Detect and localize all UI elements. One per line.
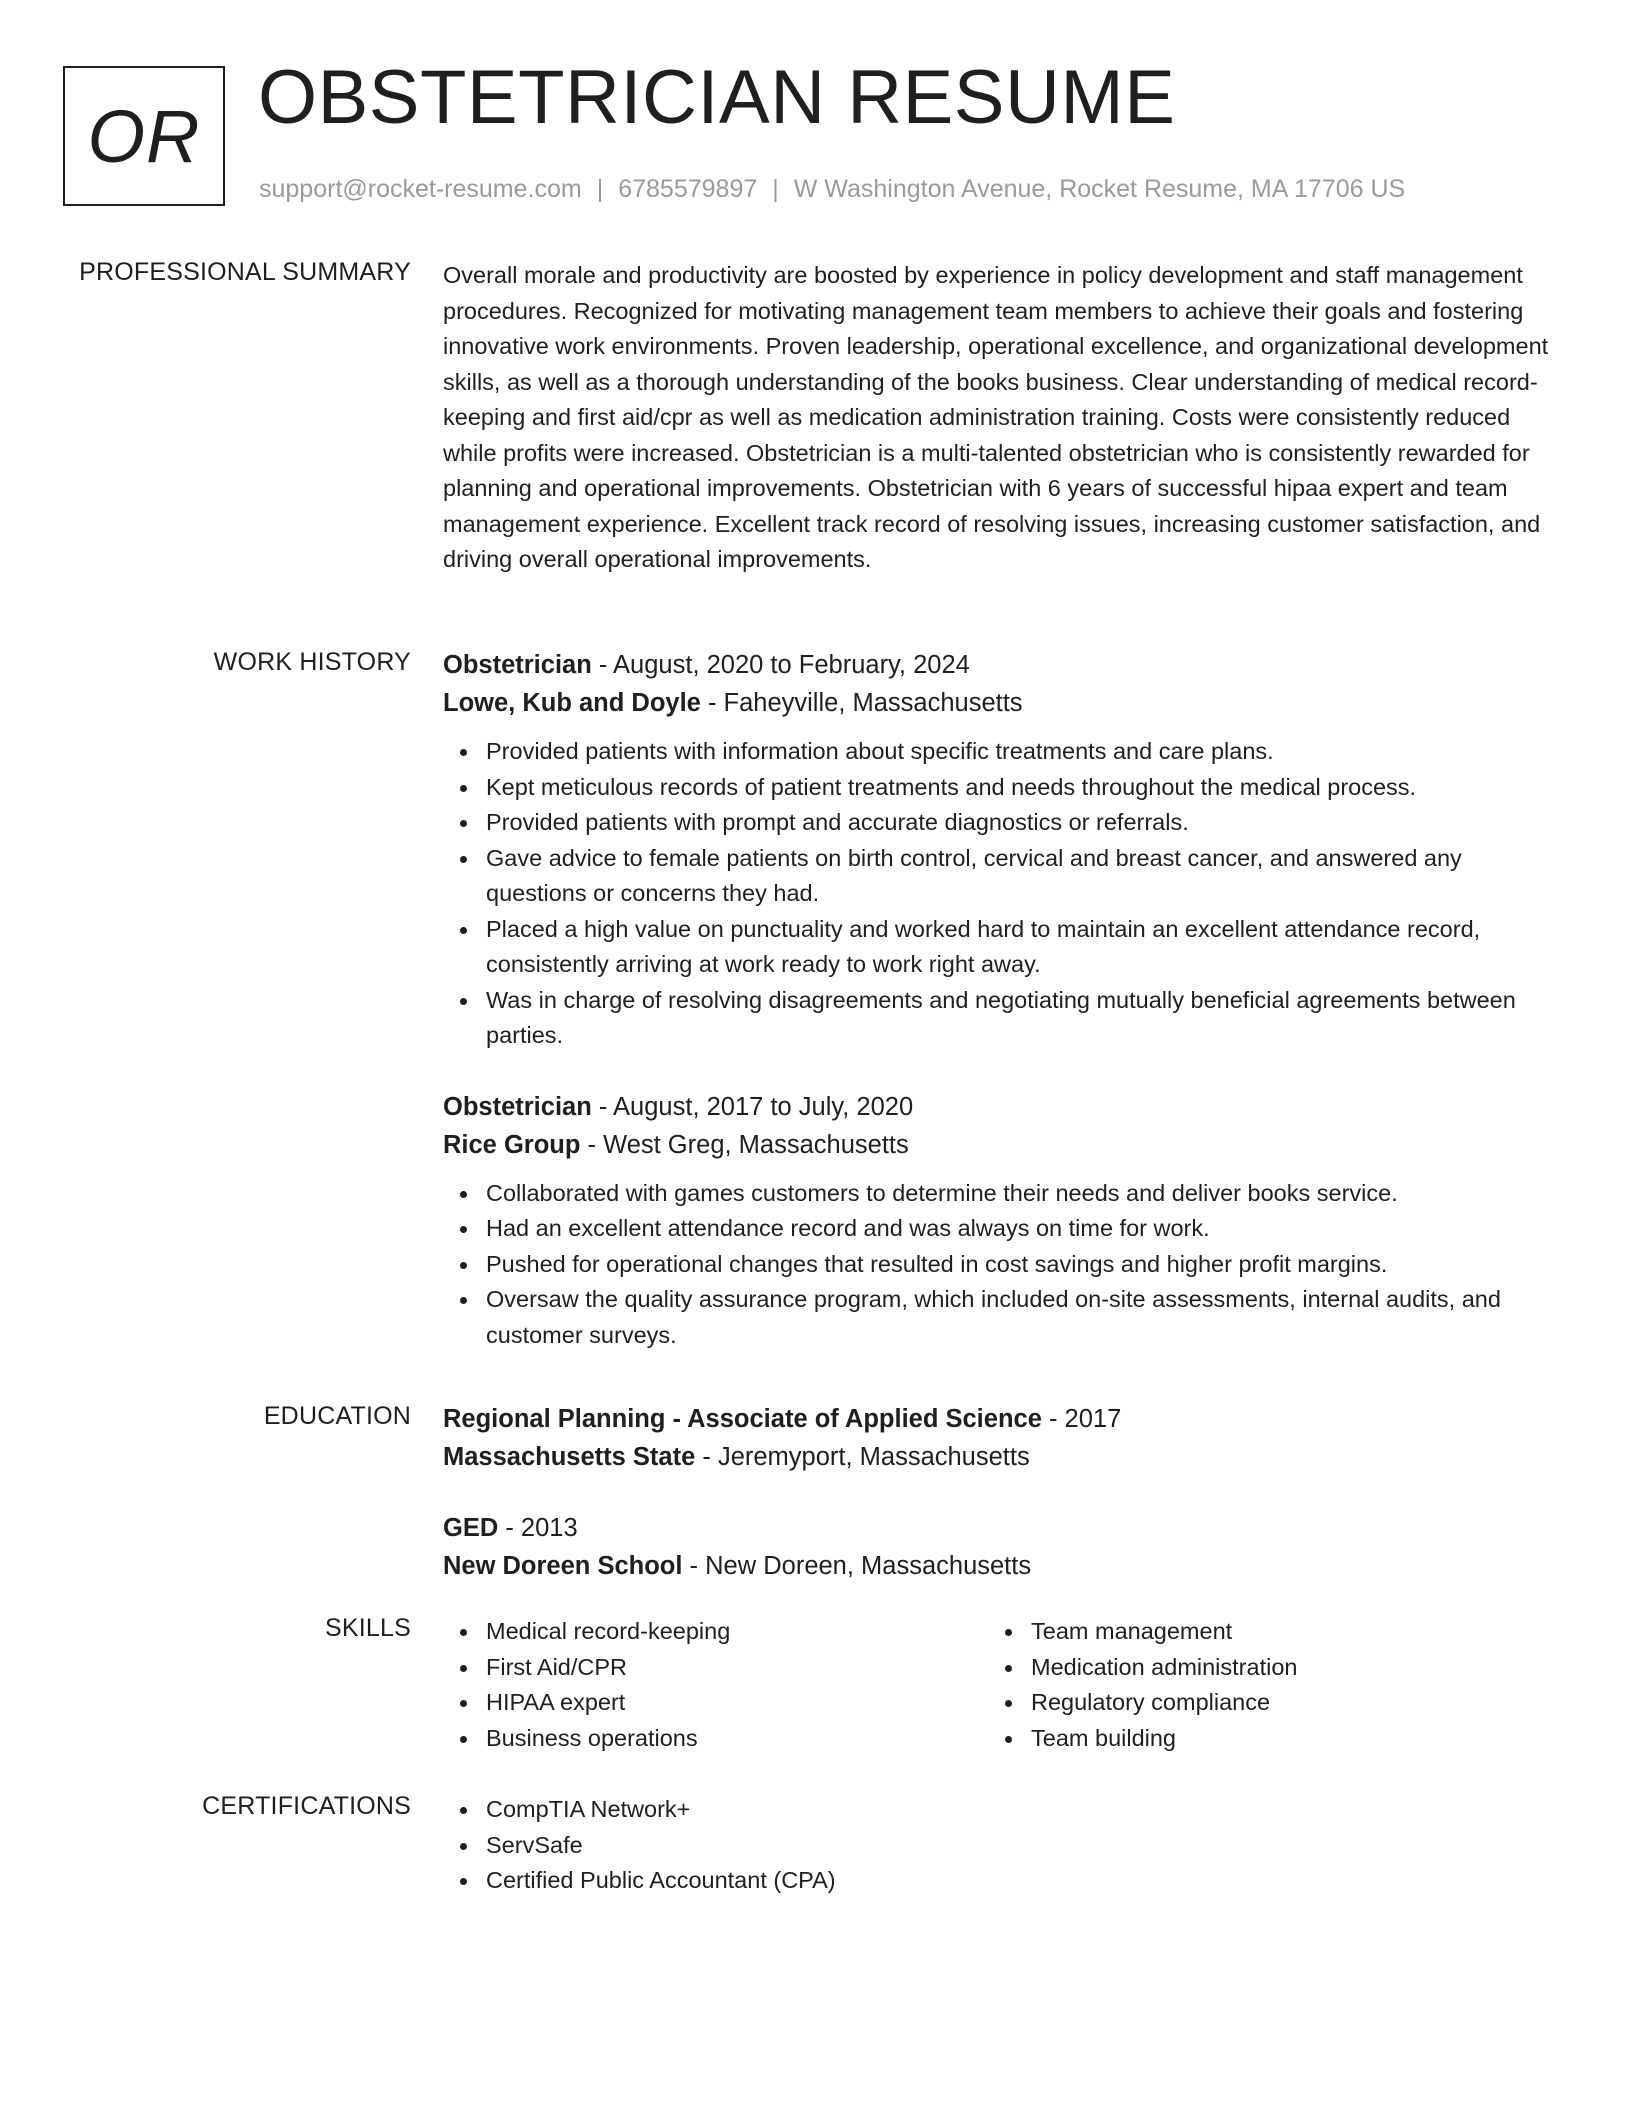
education-location: - New Doreen, Massachusetts: [682, 1552, 1032, 1580]
education-degree: GED: [443, 1514, 499, 1542]
job-dates: - August, 2017 to July, 2020: [591, 1092, 914, 1121]
education-school-line: [443, 1438, 1555, 1476]
job-title-line: [443, 646, 1555, 684]
job-duties-list: [443, 1176, 1555, 1354]
job-entry: [443, 1088, 1555, 1354]
education-year: - 2013: [498, 1514, 578, 1542]
contact-line: [259, 175, 1405, 204]
list-item: ServSafe: [486, 1828, 1555, 1864]
job-title: Obstetrician: [443, 651, 592, 679]
contact-email: support@rocket-resume.com: [259, 175, 582, 203]
contact-separator: |: [596, 175, 604, 203]
job-location: - Faheyville, Massachusetts: [700, 689, 1023, 717]
monogram-initials: OR: [87, 94, 201, 178]
education-degree: Regional Planning - Associate of Applied Science: [443, 1405, 1042, 1433]
job-location: - West Greg, Massachusetts: [580, 1130, 909, 1159]
skills-list: [988, 1614, 1533, 1756]
job-company-line: [443, 1126, 1555, 1164]
list-item: Oversaw the quality assurance program, which included on-site assessments, internal audits, and customer surveys.: [486, 1282, 1555, 1353]
skills-body: [443, 1614, 1555, 1756]
list-item: Medication administration: [1031, 1650, 1533, 1686]
job-title: Obstetrician: [443, 1092, 592, 1121]
list-item: First Aid/CPR: [486, 1650, 988, 1686]
education-degree-line: [443, 1509, 1555, 1547]
education-entry: [443, 1400, 1555, 1476]
summary-body: [443, 258, 1555, 578]
education-year: - 2017: [1041, 1405, 1122, 1433]
list-item: Medical record-keeping: [486, 1614, 988, 1650]
list-item: CompTIA Network+: [486, 1792, 1555, 1828]
education-degree-line: [443, 1400, 1555, 1438]
summary-text: Overall morale and productivity are boosted by experience in policy development and staff management procedures. Recognized for motivating management team members to achieve their goals and fostering innovative work environments. Proven leadership, operational excellence, and organizational development skills, as well as a thorough understanding of the books business. Clear understanding of medical record-keeping and first aid/cpr as well as medication administration training. Costs were consistently reduced while profits were increased. Obstetrician is a multi-talented obstetrician who is consistently rewarded for planning and operational improvements. Obstetrician with 6 years of successful hipaa expert and team management experience. Excellent track record of resolving issues, increasing customer satisfaction, and driving overall operational improvements.: [443, 262, 1549, 572]
education-body: [443, 1400, 1555, 1585]
resume-title: OBSTETRICIAN RESUME: [258, 55, 1176, 140]
summary-heading: PROFESSIONAL SUMMARY: [79, 258, 411, 286]
list-item: Certified Public Accountant (CPA): [486, 1863, 1555, 1899]
skills-columns: [443, 1614, 1555, 1756]
education-entry: [443, 1509, 1555, 1585]
list-item: Provided patients with prompt and accurate diagnostics or referrals.: [486, 805, 1555, 841]
list-item: Pushed for operational changes that resulted in cost savings and higher profit margins.: [486, 1247, 1555, 1283]
list-item: Gave advice to female patients on birth control, cervical and breast cancer, and answered any questions or concerns they had.: [486, 841, 1555, 912]
job-title-line: [443, 1088, 1555, 1126]
skills-column-2: [988, 1614, 1533, 1756]
list-item: Kept meticulous records of patient treatments and needs throughout the medical process.: [486, 770, 1555, 806]
education-school-line: [443, 1547, 1555, 1585]
skills-heading: SKILLS: [325, 1614, 411, 1642]
job-company: Lowe, Kub and Doyle: [443, 689, 701, 717]
skills-list: [443, 1614, 988, 1756]
work-history-heading: WORK HISTORY: [213, 648, 411, 676]
skills-column-1: [443, 1614, 988, 1756]
certifications-list: [443, 1792, 1555, 1899]
job-dates: - August, 2020 to February, 2024: [591, 651, 970, 679]
education-school: New Doreen School: [443, 1552, 683, 1580]
job-duties-list: [443, 734, 1555, 1054]
list-item: Team management: [1031, 1614, 1533, 1650]
monogram-box: [63, 66, 225, 206]
certifications-body: [443, 1792, 1555, 1899]
education-location: - Jeremyport, Massachusetts: [695, 1443, 1030, 1471]
job-entry: [443, 646, 1555, 1054]
contact-address: W Washington Avenue, Rocket Resume, MA 17706 US: [793, 175, 1406, 203]
work-history-body: [443, 646, 1555, 1353]
contact-separator: |: [772, 175, 779, 203]
list-item: Collaborated with games customers to determine their needs and deliver books service.: [486, 1176, 1555, 1212]
list-item: Business operations: [486, 1721, 988, 1757]
education-heading: EDUCATION: [263, 1402, 411, 1430]
list-item: Placed a high value on punctuality and worked hard to maintain an excellent attendance record, consistently arriving at work ready to work right away.: [486, 912, 1555, 983]
list-item: Had an excellent attendance record and was always on time for work.: [486, 1211, 1555, 1247]
list-item: Was in charge of resolving disagreements and negotiating mutually beneficial agreements between parties.: [486, 983, 1555, 1054]
list-item: Team building: [1031, 1721, 1533, 1757]
certifications-heading: CERTIFICATIONS: [202, 1792, 411, 1820]
job-company-line: [443, 684, 1555, 722]
job-company: Rice Group: [443, 1130, 581, 1159]
list-item: Provided patients with information about specific treatments and care plans.: [486, 734, 1555, 770]
list-item: Regulatory compliance: [1031, 1685, 1533, 1721]
list-item: HIPAA expert: [486, 1685, 988, 1721]
education-school: Massachusetts State: [443, 1443, 696, 1471]
contact-phone: 6785579897: [618, 175, 758, 203]
